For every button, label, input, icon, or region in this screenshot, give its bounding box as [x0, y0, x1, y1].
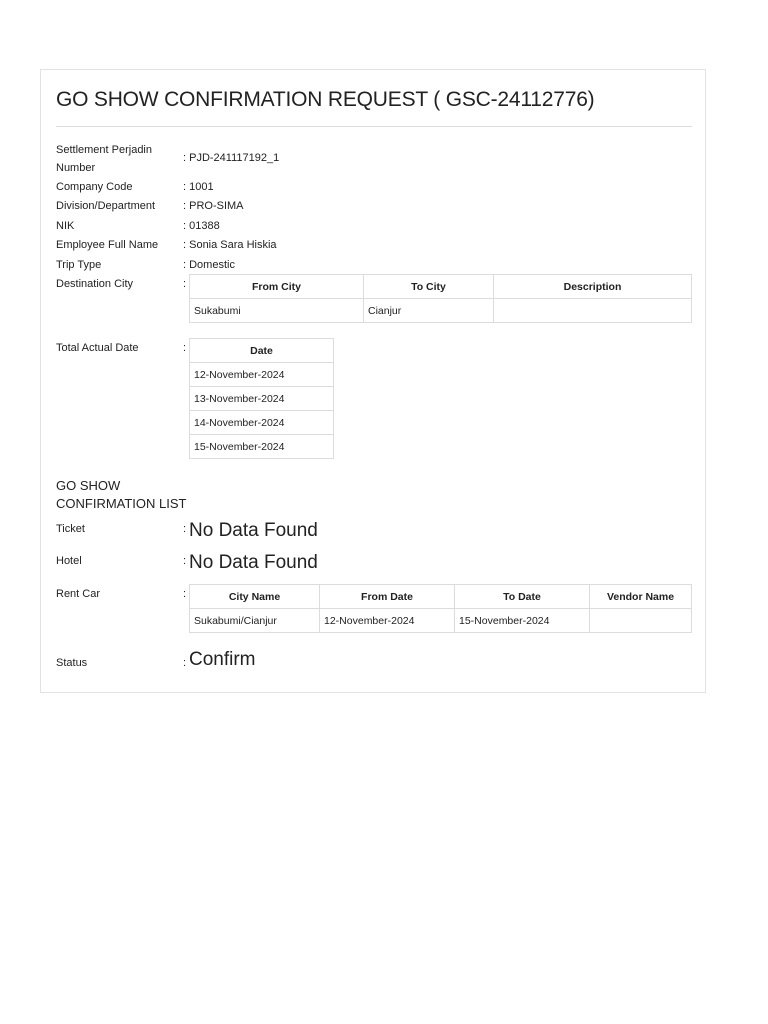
section-title-line2: CONFIRMATION LIST	[56, 496, 187, 511]
section-title-line1: GO SHOW	[56, 478, 121, 493]
table-row	[190, 387, 334, 411]
table-row	[190, 609, 692, 633]
division-value: : PRO-SIMA	[183, 200, 244, 212]
total-date-colon: :	[183, 342, 187, 354]
table-header: Date	[190, 339, 334, 363]
status-value: Confirm	[189, 649, 256, 670]
request-card	[40, 69, 706, 693]
hotel-colon: :	[183, 555, 187, 567]
company-code-value: : 1001	[183, 181, 214, 193]
table-cell: Cianjur	[364, 299, 494, 323]
rent-car-colon: :	[183, 588, 187, 600]
rent-car-label: Rent Car	[56, 588, 101, 600]
hotel-label: Hotel	[56, 555, 82, 567]
table-cell: 14-November-2024	[190, 411, 334, 435]
table-cell	[590, 609, 692, 633]
table-header: From Date	[320, 585, 455, 609]
date-table	[189, 338, 334, 459]
total-actual-date-label: Total Actual Date	[56, 342, 139, 354]
destination-table	[189, 274, 692, 323]
status-label: Status	[56, 657, 88, 669]
table-cell: 15-November-2024	[190, 435, 334, 459]
hotel-value: No Data Found	[189, 552, 318, 573]
table-header: From City	[190, 275, 364, 299]
table-cell: 12-November-2024	[320, 609, 455, 633]
destination-header-row	[190, 275, 692, 299]
table-row	[190, 363, 334, 387]
settlement-label-line2: Number	[56, 162, 96, 174]
nik-label: NIK	[56, 220, 75, 232]
table-cell	[494, 299, 692, 323]
table-row	[190, 299, 692, 323]
nik-value: : 01388	[183, 220, 220, 232]
division-label: Division/Department	[56, 200, 156, 212]
status-colon: :	[183, 657, 187, 669]
settlement-label-line1: Settlement Perjadin	[56, 144, 152, 156]
rent-car-header-row	[190, 585, 692, 609]
table-cell: Sukabumi	[190, 299, 364, 323]
employee-name-value: : Sonia Sara Hiskia	[183, 239, 277, 251]
settlement-value: : PJD-241117192_1	[183, 152, 280, 164]
company-code-label: Company Code	[56, 181, 133, 193]
date-header-row	[190, 339, 334, 363]
ticket-colon: :	[183, 523, 187, 535]
table-row	[190, 435, 334, 459]
rent-car-table	[189, 584, 692, 633]
table-header: Vendor Name	[590, 585, 692, 609]
trip-type-label: Trip Type	[56, 259, 102, 271]
table-cell: 13-November-2024	[190, 387, 334, 411]
table-row	[190, 411, 334, 435]
page-title: GO SHOW CONFIRMATION REQUEST ( GSC-24112776)	[56, 88, 595, 111]
table-header: To City	[364, 275, 494, 299]
trip-type-value: : Domestic	[183, 259, 235, 271]
title-divider	[56, 126, 692, 127]
table-cell: 15-November-2024	[455, 609, 590, 633]
destination-colon: :	[183, 278, 187, 290]
table-cell: Sukabumi/Cianjur	[190, 609, 320, 633]
table-header: City Name	[190, 585, 320, 609]
ticket-label: Ticket	[56, 523, 85, 535]
destination-city-label: Destination City	[56, 278, 134, 290]
employee-name-label: Employee Full Name	[56, 239, 159, 251]
table-cell: 12-November-2024	[190, 363, 334, 387]
table-header: To Date	[455, 585, 590, 609]
table-header: Description	[494, 275, 692, 299]
ticket-value: No Data Found	[189, 520, 318, 541]
